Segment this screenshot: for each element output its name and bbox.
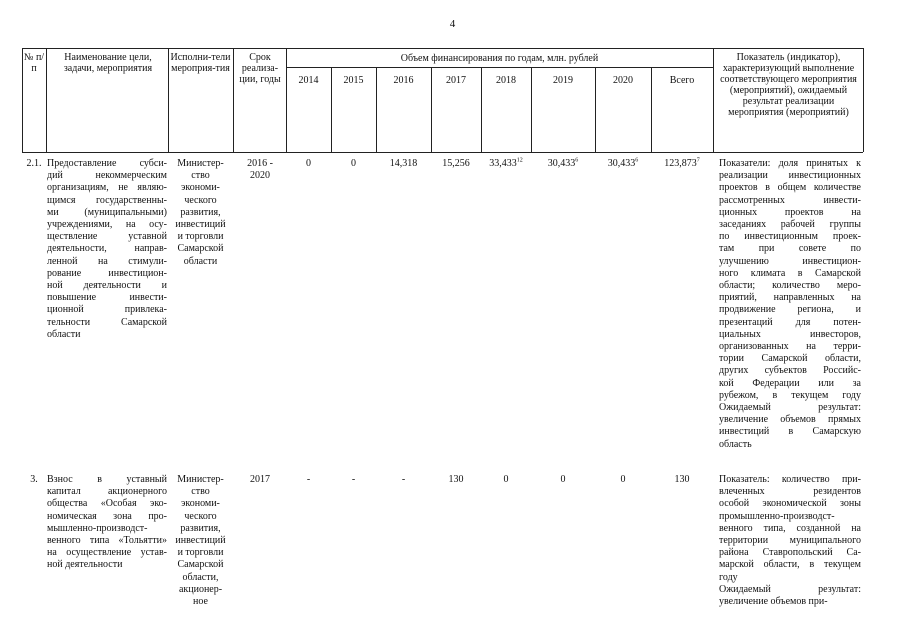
text-line: циальных инвесторов,: [719, 328, 861, 340]
text-line: общества «Особая эко-: [47, 498, 167, 510]
text-line: области: [183, 255, 218, 267]
value-cell: 30,433$^6$: [547, 157, 579, 169]
text-line: области,: [182, 571, 219, 583]
text-line: ленной на стимули-: [47, 255, 167, 267]
header-year: 2015: [343, 75, 364, 86]
text-line: области: [47, 328, 81, 340]
text-line: венного типа «Тольятти»: [47, 535, 167, 547]
row-period: [236, 474, 284, 486]
text-line: приятий, направленных на: [719, 292, 861, 304]
grid-line: [168, 48, 169, 152]
text-line: Самарской: [177, 243, 224, 255]
page-number: 4: [449, 18, 456, 30]
header-year: 2018: [496, 75, 516, 86]
text-line: Показатель: количество при-: [719, 474, 861, 485]
header-year: 2020: [613, 75, 633, 86]
text-line: деятельности, направ-: [47, 243, 167, 255]
text-line: 2017: [250, 474, 270, 485]
grid-line: [713, 48, 714, 152]
text-line: ного климата в Самарской: [719, 267, 861, 279]
text-line: инвестиций: [175, 535, 226, 547]
text-line: ство: [191, 170, 210, 182]
value-cell: 33,433$^{12}$: [489, 157, 523, 169]
grid-line: [863, 48, 864, 152]
header-year: 2014: [298, 75, 319, 86]
text-line: акционер-: [178, 583, 223, 595]
value-cell: 130: [448, 474, 464, 485]
text-line: инвестиций: [175, 219, 226, 231]
text-line: 2016 -: [247, 158, 273, 169]
text-line: щимся государственны-: [47, 194, 167, 206]
text-line: организованных на терри-: [719, 341, 861, 353]
value-cell: 0: [306, 158, 311, 169]
row-indicator: [719, 158, 861, 451]
total-cell: 123,873$^7$: [664, 157, 700, 169]
text-line: тельности Самарской: [47, 316, 167, 328]
text-line: влеченных резидентов: [719, 486, 861, 498]
text-line: повышение инвести-: [47, 292, 167, 304]
header-period: Срок реализа-ции, годы: [239, 52, 281, 85]
header-funding: Объем финансирования по годам, млн. рублей: [400, 53, 599, 64]
text-line: организациям, не являю-: [47, 182, 167, 194]
header-indicator: Показатель (индикатор), характеризующий выполнение соответствующего мероприятия (мероприятий), ожидаемый результат реализации мероприятия (мероприятий): [720, 52, 857, 118]
value-cell: -: [401, 474, 406, 485]
text-line: дий некоммерческим: [47, 170, 167, 182]
row-executors: [170, 474, 231, 608]
text-line: ционных проектов на: [719, 206, 861, 218]
text-line: и торговли: [177, 547, 224, 559]
text-line: Ожидаемый результат:: [719, 402, 861, 414]
text-line: рование инвестицион-: [47, 267, 167, 279]
row-name: [47, 158, 167, 341]
text-line: презентаций для потен-: [719, 316, 861, 328]
text-line: учреждениями, на осу-: [47, 219, 167, 231]
row-name: [47, 474, 167, 572]
text-line: улучшению инвестицион-: [719, 255, 861, 267]
text-line: промышленно-производст-: [719, 510, 835, 522]
text-line: ство: [191, 486, 210, 498]
row-number: 3.: [30, 474, 38, 485]
text-line: экономи-: [181, 498, 220, 510]
row-number: 2.1.: [26, 158, 42, 169]
text-line: Самарской: [177, 559, 224, 571]
value-cell: -: [306, 474, 311, 485]
header-total: Всего: [669, 75, 695, 86]
text-line: развития,: [180, 206, 221, 218]
text-line: ществление уставной: [47, 231, 167, 243]
text-line: кой Федерации или за: [719, 377, 861, 389]
text-line: область: [719, 438, 752, 450]
text-line: ной деятельности: [47, 559, 123, 571]
grid-line: [46, 48, 47, 152]
value-cell: -: [351, 474, 356, 485]
text-line: особой экономической зоны: [719, 498, 861, 510]
header-top-line: [22, 48, 863, 49]
text-line: проектов в общем количестве: [719, 182, 861, 194]
text-line: и торговли: [177, 231, 224, 243]
text-line: капитал акционерного: [47, 486, 167, 498]
text-line: тории Самарской области,: [719, 353, 861, 365]
text-line: рассмотренных инвести-: [719, 194, 861, 206]
text-line: номическая зона про-: [47, 510, 167, 522]
value-cell: 0: [620, 474, 626, 485]
header-bottom-line: [22, 152, 863, 153]
text-line: других субъектов Российс-: [719, 365, 861, 377]
grid-line: [286, 48, 287, 152]
text-line: ционной привлека-: [47, 304, 167, 316]
text-line: Предоставление субси-: [47, 158, 167, 169]
text-line: ческого: [184, 194, 217, 206]
text-line: мышленно-производст-: [47, 522, 148, 534]
grid-line: [233, 48, 234, 152]
text-line: Взнос в уставный: [47, 474, 167, 485]
text-line: развития,: [180, 522, 221, 534]
value-cell: 0: [503, 474, 509, 485]
text-line: инвестиций в Самарскую: [719, 426, 861, 438]
text-line: увеличение объемов прямых: [719, 414, 861, 426]
text-line: Министер-: [177, 158, 224, 169]
years-divider: [286, 67, 713, 68]
text-line: ной деятельности и: [47, 280, 167, 292]
value-cell: 0: [351, 158, 356, 169]
value-cell: 30,433$^6$: [607, 157, 639, 169]
text-line: Ожидаемый результат:: [719, 583, 861, 595]
row-executors: [170, 158, 231, 268]
header-year: 2017: [446, 75, 466, 86]
text-line: области; количество меро-: [719, 280, 861, 292]
value-cell: 14,318: [389, 158, 418, 169]
row-indicator: [719, 474, 861, 608]
text-line: ми (муниципальными): [47, 206, 167, 218]
header-year: 2016: [393, 75, 414, 86]
text-line: территории муниципального: [719, 535, 861, 547]
text-line: венного типа, созданной на: [719, 522, 861, 534]
text-line: по инвестиционным проек-: [719, 231, 861, 243]
header-executors: Исполни-тели мероприя-тия: [170, 52, 231, 74]
text-line: 2020: [250, 170, 270, 182]
text-line: реализации инвестиционных: [719, 170, 861, 182]
text-line: марской области, в текущем: [719, 559, 861, 571]
total-cell: 130: [674, 474, 690, 485]
text-line: там при совете по: [719, 243, 861, 255]
value-cell: 15,256: [442, 158, 470, 169]
text-line: году: [719, 571, 738, 583]
row-period: [236, 158, 284, 182]
value-cell: 0: [560, 474, 566, 485]
text-line: Министер-: [177, 474, 224, 485]
header-year: 2019: [553, 75, 573, 86]
text-line: рубежом, в текущем году: [719, 389, 861, 401]
text-line: продвижение региона, и: [719, 304, 861, 316]
text-line: района Ставропольский Са-: [719, 547, 861, 559]
header-no: № п/п: [23, 52, 45, 74]
text-line: заседаниях рабочей группы: [719, 219, 861, 231]
text-line: ческого: [184, 510, 217, 522]
text-line: Показатели: доля принятых к: [719, 158, 861, 169]
text-line: экономи-: [181, 182, 220, 194]
text-line: на осуществление устав-: [47, 547, 167, 559]
text-line: ное: [193, 596, 208, 608]
header-name: Наименование цели, задачи, мероприятия: [63, 52, 153, 74]
text-line: увеличение объемов при-: [719, 596, 828, 608]
